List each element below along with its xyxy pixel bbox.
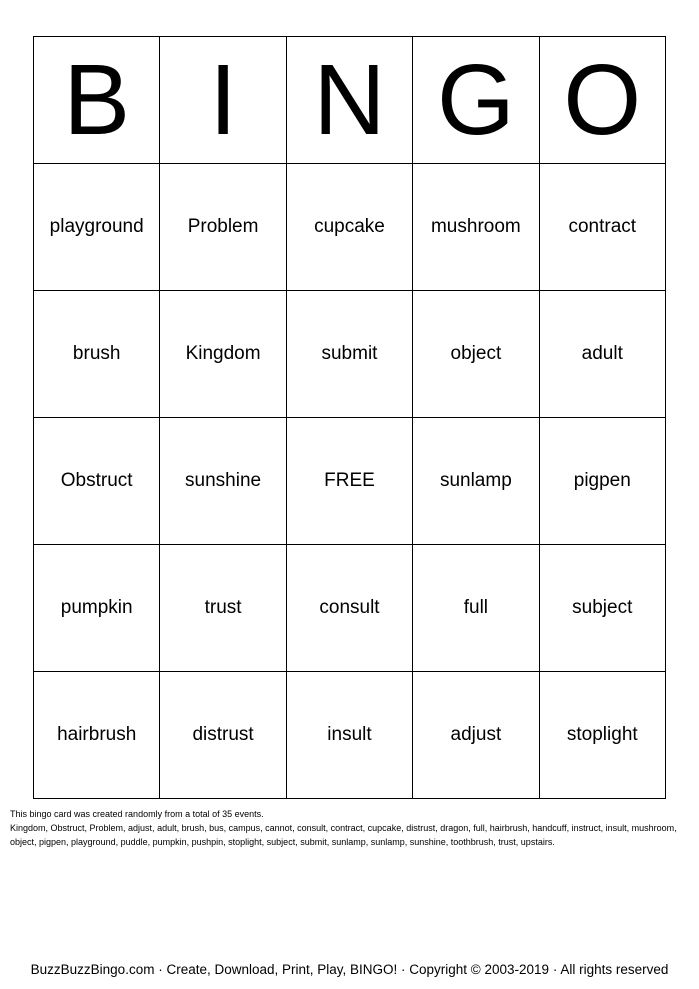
grid-row [34, 164, 666, 291]
bingo-cell: trust [160, 545, 286, 672]
bingo-cell: Problem [160, 164, 286, 291]
bingo-cell: full [413, 545, 539, 672]
card-notes [10, 807, 690, 849]
bingo-cell: mushroom [413, 164, 539, 291]
header-letter-g: G [413, 37, 539, 164]
bingo-cell: distrust [160, 672, 286, 799]
bingo-cell: Obstruct [34, 418, 160, 545]
bingo-cell: cupcake [286, 164, 412, 291]
bingo-cell: hairbrush [34, 672, 160, 799]
grid-row [34, 291, 666, 418]
bingo-cell: pumpkin [34, 545, 160, 672]
header-row [34, 37, 666, 164]
free-space-cell: FREE [286, 418, 412, 545]
header-letter-o: O [539, 37, 665, 164]
grid-row [34, 418, 666, 545]
bingo-cell: sunshine [160, 418, 286, 545]
bingo-cell: consult [286, 545, 412, 672]
bingo-cell: subject [539, 545, 665, 672]
footer-copyright: BuzzBuzzBingo.com · Create, Download, Print, Play, BINGO! · Copyright © 2003-2019 · All rights reserved [30, 962, 669, 977]
bingo-cell: sunlamp [413, 418, 539, 545]
card-notes-summary: This bingo card was created randomly from a total of 35 events. [10, 809, 264, 819]
bingo-cell: brush [34, 291, 160, 418]
header-letter-n: N [286, 37, 412, 164]
bingo-cell: insult [286, 672, 412, 799]
event-list: Kingdom, Obstruct, Problem, adjust, adult, brush, bus, campus, cannot, consult, contract, cupcake, distrust, dragon, full, hairbrush, handcuff, instruct, insult, mushroom, object, pigpen, playground, puddle, pumpkin, pushpin, stoplight, subject, submit, sunlamp, sunlamp, sunshine, toothbrush, trust, upstairs. [10, 823, 677, 847]
bingo-cell: object [413, 291, 539, 418]
header-letter-b: B [34, 37, 160, 164]
bingo-card [33, 36, 666, 799]
bingo-cell: Kingdom [160, 291, 286, 418]
bingo-cell: stoplight [539, 672, 665, 799]
bingo-cell: adjust [413, 672, 539, 799]
bingo-cell: pigpen [539, 418, 665, 545]
grid-row [34, 545, 666, 672]
bingo-cell: adult [539, 291, 665, 418]
bingo-cell: contract [539, 164, 665, 291]
grid-row [34, 672, 666, 799]
bingo-cell: playground [34, 164, 160, 291]
bingo-cell: submit [286, 291, 412, 418]
header-letter-i: I [160, 37, 286, 164]
